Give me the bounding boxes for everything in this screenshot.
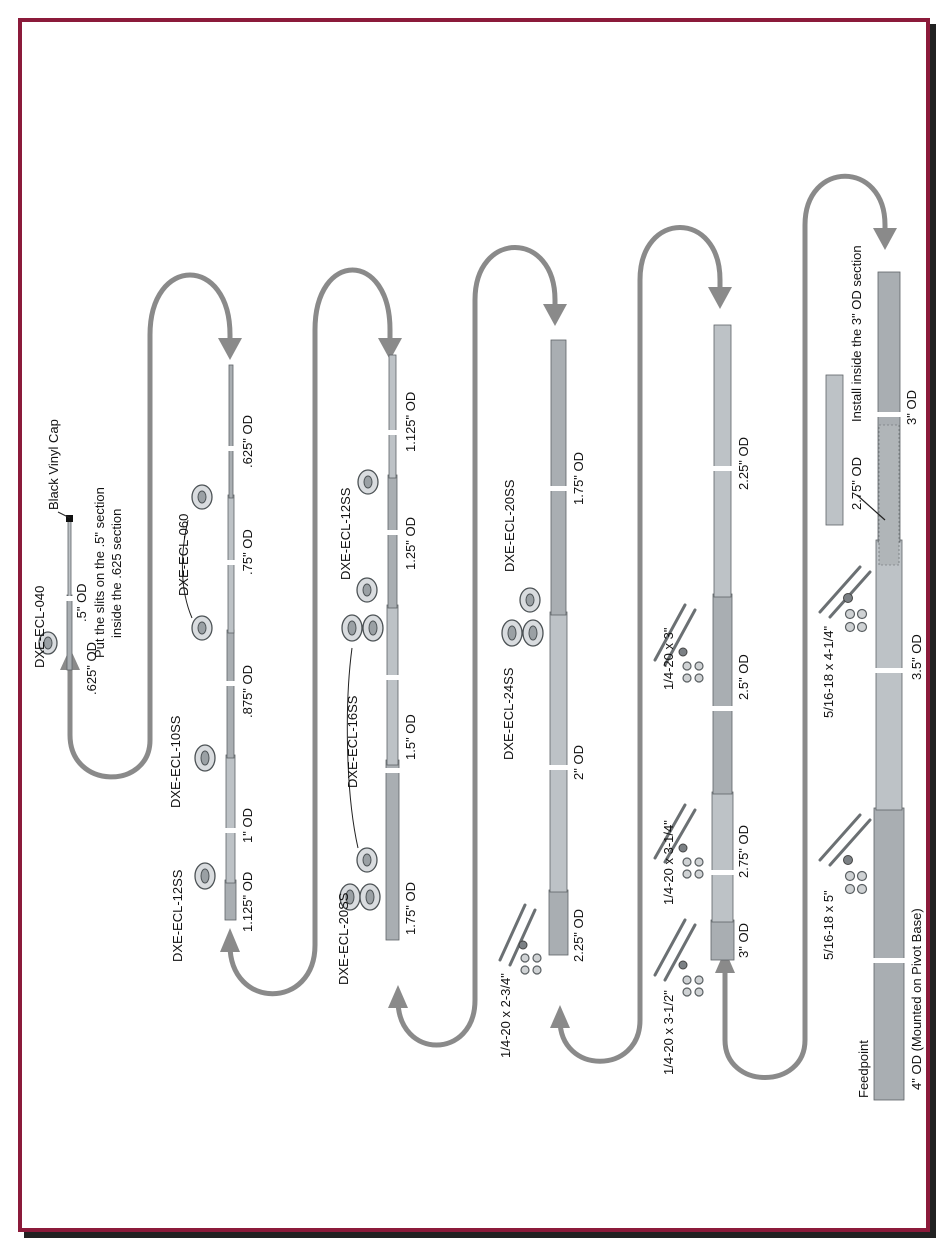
bolt-label: 1/4-20 x 3-1/4": [661, 820, 676, 905]
hose-clamp-icon: [192, 485, 215, 889]
clamp-label: DXE-ECL-060: [176, 513, 191, 596]
clamp-label: DXE-ECL-24SS: [501, 667, 516, 760]
tube-4-od: [874, 808, 904, 1100]
cap-label: Black Vinyl Cap: [46, 419, 61, 510]
bolt-hardware-icon: [500, 905, 541, 974]
clamp-label: DXE-ECL-20SS: [502, 479, 517, 572]
tube-1125-od: [389, 355, 396, 478]
od-label: 2.25" OD: [736, 436, 751, 490]
od-label: 3" OD: [736, 923, 751, 958]
tube-125-od: [388, 475, 397, 608]
insert-od-label: 2.75" OD: [849, 456, 864, 510]
od-label: 1.125" OD: [403, 391, 418, 452]
tube-2-od: [550, 612, 567, 892]
clamp-label: DXE-ECL-12SS: [170, 869, 185, 962]
tube-625-od: [229, 365, 233, 498]
tube-5-od: [68, 520, 71, 598]
section-6: [820, 245, 924, 1100]
od-label: 1.125" OD: [240, 871, 255, 932]
tube-275-od: [712, 792, 733, 922]
inner-sleeve-outline: [879, 425, 899, 565]
od-label: .625" OD: [240, 414, 255, 468]
tube-225-od: [714, 325, 731, 597]
od-label: 1.5" OD: [403, 714, 418, 760]
section-1: [32, 419, 124, 695]
od-label: 1.75" OD: [403, 881, 418, 935]
tube-175-od: [551, 340, 566, 615]
tube-175-od: [386, 760, 399, 940]
assembly-flow-path: [60, 176, 897, 1077]
clamp-label: DXE-ECL-20SS: [336, 892, 351, 985]
bolt-label: 1/4-20 x 2-3/4": [498, 973, 513, 1058]
od-label: .625" OD: [84, 641, 99, 695]
od-label: 1.75" OD: [571, 451, 586, 505]
tube-25-od: [713, 594, 732, 794]
od-label: 4" OD (Mounted on Pivot Base): [909, 908, 924, 1090]
tube-15-od: [387, 605, 398, 765]
tube-625-od: [67, 595, 72, 670]
insert-tube-275-od: [826, 375, 843, 525]
insert-note: Install inside the 3" OD section: [849, 245, 864, 422]
od-label: 3.5" OD: [909, 634, 924, 680]
clamp-label: DXE-ECL-12SS: [338, 487, 353, 580]
section-2: [168, 365, 255, 962]
section-3: [336, 355, 418, 985]
tube-35-od: [876, 540, 902, 810]
tube-1-od: [226, 755, 235, 883]
section-4: [498, 340, 586, 1058]
od-label: 2.25" OD: [571, 908, 586, 962]
bolt-label: 1/4-20 x 3-1/2": [661, 990, 676, 1075]
assembly-note: Put the slits on the .5" section: [92, 487, 107, 658]
feedpoint-label: Feedpoint: [856, 1040, 871, 1098]
bolt-hardware-icon: [820, 567, 870, 894]
od-label: 2" OD: [571, 745, 586, 780]
tube-225-od: [549, 890, 568, 955]
bolt-label: 1/4-20 x 3": [661, 627, 676, 690]
od-label: 2.5" OD: [736, 654, 751, 700]
od-label: 1" OD: [240, 808, 255, 843]
od-label: .75" OD: [240, 529, 255, 575]
od-label: 3" OD: [904, 390, 919, 425]
tube-3-od: [711, 920, 734, 960]
section-5: [655, 325, 751, 1075]
od-label: .875" OD: [240, 664, 255, 718]
clamp-label: DXE-ECL-040: [32, 585, 47, 668]
assembly-note: inside the .625 section: [109, 508, 124, 638]
bolt-label: 5/16-18 x 4-1/4": [821, 625, 836, 718]
od-label: 1.25" OD: [403, 516, 418, 570]
clamp-label: DXE-ECL-16SS: [345, 695, 360, 788]
hose-clamp-icon: [502, 588, 543, 646]
od-label: 2.75" OD: [736, 824, 751, 878]
tube-1125-od: [225, 880, 236, 920]
bolt-label: 5/16-18 x 5": [821, 890, 836, 960]
clamp-label: DXE-ECL-10SS: [168, 715, 183, 808]
tube-875-od: [227, 630, 234, 758]
od-label: .5" OD: [74, 583, 89, 622]
